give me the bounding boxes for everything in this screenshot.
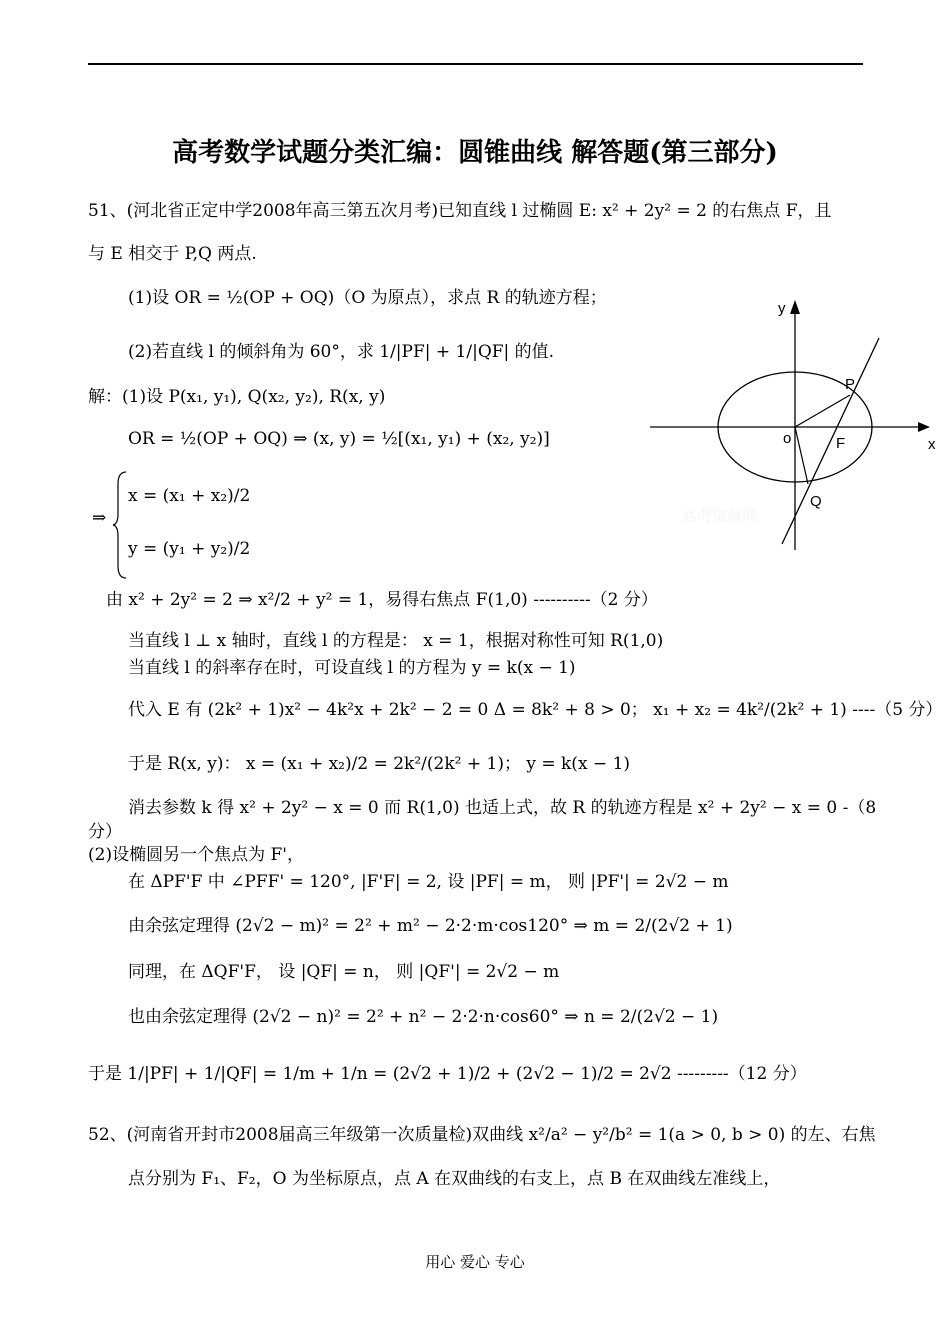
problem-52-line-1: 52、(河南省开封市2008届高三年级第一次质量检)双曲线 x²/a² − y²/b² = 1(a > 0, b > 0) 的左、右焦 xyxy=(88,1125,876,1145)
x-axis-arrow-icon xyxy=(918,422,930,432)
label-p: P xyxy=(845,376,856,393)
system-eq-x: x = (x₁ + x₂)/2 xyxy=(128,486,251,506)
solution-line-5: 当直线 l ⊥ x 轴时，直线 l 的方程是： x = 1，根据对称性可知 R(1,0) xyxy=(128,631,664,651)
solution-line-11: 在 ΔPF'F 中 ∠PFF' = 120°, |F'F| = 2, 设 |PF| = m， 则 |PF'| = 2√2 − m xyxy=(128,872,729,892)
segment-op xyxy=(795,395,850,427)
label-y: y xyxy=(778,300,786,317)
page-footer: 用心 爱心 专心 xyxy=(425,1253,525,1271)
label-f: F xyxy=(836,435,846,452)
problem-51-line-1: 51、(河北省正定中学2008年高三第五次月考)已知直线 l 过椭圆 E: x² + 2y² = 2 的右焦点 F，且 xyxy=(88,201,832,221)
solution-line-9: 消去参数 k 得 x² + 2y² − x = 0 而 R(1,0) 也适上式，故 R 的轨迹方程是 x² + 2y² − x = 0 -（8 xyxy=(128,798,877,818)
solution-line-1: 解：(1)设 P(x₁, y₁), Q(x₂, y₂), R(x, y) xyxy=(88,387,386,407)
segment-oq xyxy=(795,427,808,484)
solution-line-12: 由余弦定理得 (2√2 − m)² = 2² + m² − 2·2·m·cos120° ⇒ m = 2/(2√2 + 1) xyxy=(128,916,733,936)
solution-line-10: (2)设椭圆另一个焦点为 F'， xyxy=(88,845,304,865)
label-x: x xyxy=(928,436,936,453)
question-1: (1)设 OR = ½(OP + OQ)（O 为原点），求点 R 的轨迹方程； xyxy=(128,288,607,308)
problem-51-line-2: 与 E 相交于 P,Q 两点. xyxy=(88,244,257,264)
solution-line-4: 由 x² + 2y² = 2 ⇒ x²/2 + y² = 1，易得右焦点 F(1,0) ----------（2 分） xyxy=(106,590,658,610)
question-2: (2)若直线 l 的倾斜角为 60°，求 1/|PF| + 1/|QF| 的值. xyxy=(128,342,555,362)
solution-line-9-cont: 分） xyxy=(88,822,122,842)
solution-line-15: 于是 1/|PF| + 1/|QF| = 1/m + 1/n = (2√2 + 1)/2 + (2√2 − 1)/2 = 2√2 ---------（12 分） xyxy=(88,1064,807,1084)
problem-52-line-2: 点分别为 F₁、F₂，O 为坐标原点，点 A 在双曲线的右支上，点 B 在双曲线左准线上， xyxy=(128,1169,781,1189)
solution-line-14: 也由余弦定理得 (2√2 − n)² = 2² + n² − 2·2·n·cos60° ⇒ n = 2/(2√2 − 1) xyxy=(128,1007,719,1027)
solution-line-13: 同理，在 ΔQF'F， 设 |QF| = n， 则 |QF'| = 2√2 − m xyxy=(128,962,560,982)
solution-line-2: OR = ½(OP + OQ) ⇒ (x, y) = ½[(x₁, y₁) + (x₂, y₂)] xyxy=(128,429,550,449)
system-eq-y: y = (y₁ + y₂)/2 xyxy=(128,539,251,559)
figure-watermark: 高考资源网 xyxy=(682,508,758,525)
y-axis-arrow-icon xyxy=(790,300,800,314)
page-title: 高考数学试题分类汇编：圆锥曲线 解答题(第三部分) xyxy=(172,138,778,168)
line-l xyxy=(782,338,879,544)
label-q: Q xyxy=(810,493,822,510)
implies-arrow: ⇒ xyxy=(92,508,107,528)
solution-line-8: 于是 R(x, y)： x = (x₁ + x₂)/2 = 2k²/(2k² + 1)； y = k(x − 1) xyxy=(128,754,631,774)
system-brace xyxy=(112,470,128,580)
solution-line-7: 代入 E 有 (2k² + 1)x² − 4k²x + 2k² − 2 = 0 Δ = 8k² + 8 > 0； x₁ + x₂ = 4k²/(2k² + 1) ----（5 分） xyxy=(128,700,943,720)
ellipse-figure xyxy=(640,288,950,558)
solution-line-6: 当直线 l 的斜率存在时，可设直线 l 的方程为 y = k(x − 1) xyxy=(128,658,576,678)
label-o: o xyxy=(783,430,792,447)
header-rule xyxy=(88,63,863,65)
